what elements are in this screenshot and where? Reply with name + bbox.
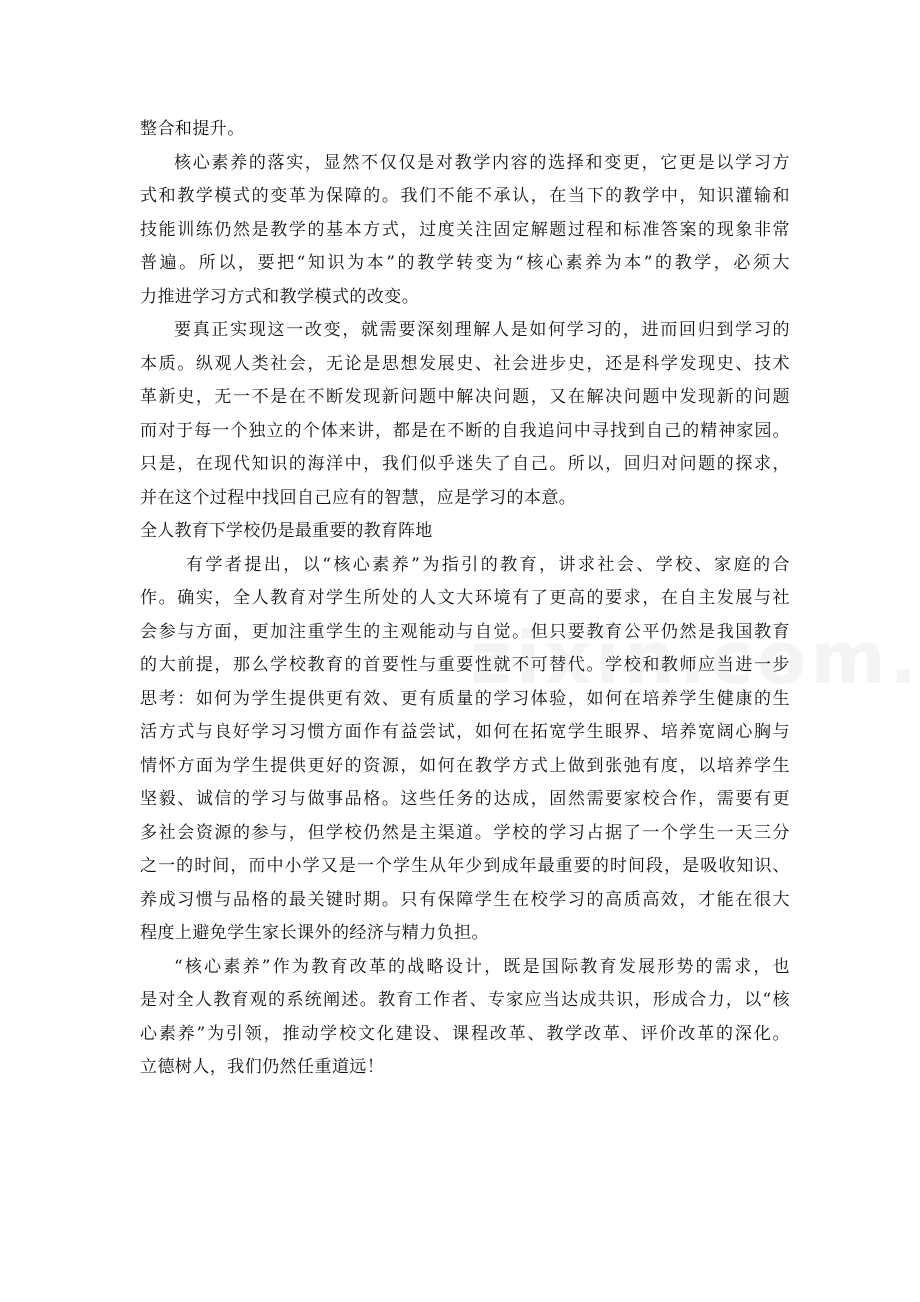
- text-line: 有学者提出，以“核心素养”为指引的教育，讲求社会、学校、家庭的合: [186, 554, 790, 575]
- document-body: [140, 113, 790, 1085]
- paragraph-1: [140, 113, 790, 147]
- text-line: 思考：如何为学生提供更有效、更有质量的学习体验，如何在培养学生健康的生: [140, 688, 790, 709]
- text-line: 式和教学模式的变革为保障的。我们不能不承认，在当下的教学中，知识灌输和: [140, 186, 790, 206]
- section-heading: [140, 515, 790, 549]
- text-line: 而对于每一个独立的个体来讲，都是在不断的自我追问中寻找到自己的精神家园。: [140, 420, 790, 441]
- text-line: 要真正实现这一改变，就需要深刻理解人是如何学习的，进而回归到学习的: [174, 320, 790, 340]
- text-line: 会参与方面，更加注重学生的主观能动与自觉。但只要教育公平仍然是我国教育: [140, 621, 790, 642]
- paragraph-4: [140, 549, 790, 951]
- text-line: 是对全人教育观的系统阐述。教育工作者、专家应当达成共识，形成合力，以“核: [140, 990, 790, 1010]
- text-line: 心素养”为引领，推动学校文化建设、课程改革、教学改革、评价改革的深化。: [140, 1023, 790, 1044]
- text-line: 革新史，无一不是在不断发现新问题中解决问题，又在解决问题中发现新的问题: [140, 387, 790, 407]
- text-line: 整合和提升。: [140, 119, 245, 139]
- text-line: “核心素养”作为教育改革的战略设计，既是国际教育发展形势的需求，也: [174, 956, 790, 977]
- paragraph-2: [140, 147, 790, 315]
- text-line: 力推进学习方式和教学模式的改变。: [140, 286, 420, 307]
- text-line: 只是，在现代知识的海洋中，我们似乎迷失了自己。所以，回归对问题的探求，: [140, 454, 790, 474]
- text-line: 本质。纵观人类社会，无论是思想发展史、社会进步史，还是科学发现史、技术: [140, 353, 790, 374]
- text-line: 普遍。所以，要把“知识为本”的教学转变为“核心素养为本”的教学，必须大: [140, 253, 790, 273]
- text-line: 并在这个过程中找回自己应有的智慧，应是学习的本意。: [140, 487, 577, 508]
- text-line: 立德树人，我们仍然任重道远！: [140, 1057, 385, 1077]
- text-line: 技能训练仍然是教学的基本方式，过度关注固定解题过程和标准答案的现象非常: [140, 219, 790, 240]
- paragraph-5: [140, 951, 790, 1085]
- text-line: 的大前提，那么学校教育的首要性与重要性就不可替代。学校和教师应当进一步: [140, 655, 790, 675]
- text-line: 程度上避免学生家长课外的经济与精力负担。: [140, 923, 489, 943]
- section-heading-text: 全人教育下学校仍是最重要的教育阵地: [140, 521, 433, 541]
- text-line: 多社会资源的参与，但学校仍然是主渠道。学校的学习占据了一个学生一天三分: [140, 822, 790, 843]
- text-line: 核心素养的落实，显然不仅仅是对教学内容的选择和变更，它更是以学习方: [174, 152, 790, 173]
- text-line: 作。确实，全人教育对学生所处的人文大环境有了更高的要求，在自主发展与社: [140, 588, 790, 608]
- text-line: 活方式与良好学习习惯方面作有益尝试，如何在拓宽学生眼界、培养宽阔心胸与: [140, 722, 790, 742]
- text-line: 情怀方面为学生提供更好的资源，如何在教学方式上做到张弛有度，以培养学生: [140, 755, 790, 776]
- text-line: 养成习惯与品格的最关键时期。只有保障学生在校学习的高质高效，才能在很大: [140, 889, 790, 910]
- paragraph-3: [140, 314, 790, 515]
- text-line: 坚毅、诚信的学习与做事品格。这些任务的达成，固然需要家校合作，需要有更: [140, 789, 790, 809]
- text-line: 之一的时间，而中小学又是一个学生从年少到成年最重要的时间段，是吸收知识、: [140, 856, 790, 876]
